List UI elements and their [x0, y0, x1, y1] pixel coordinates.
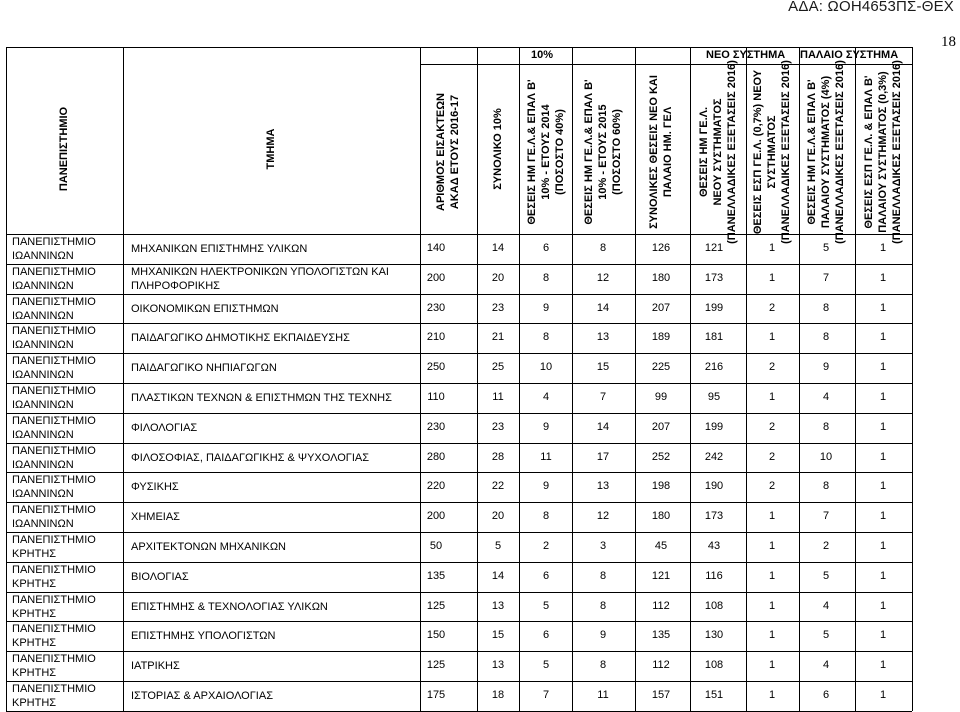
value-cell: 9	[542, 301, 550, 314]
value-cell: 1	[768, 599, 776, 612]
department-line: ΜΗΧΑΝΙΚΩΝ ΗΛΕΚΤΡΟΝΙΚΩΝ ΥΠΟΛΟΓΙΣΤΩΝ ΚΑΙ	[131, 265, 389, 278]
university-cell	[12, 593, 96, 621]
value-cell: 180	[651, 271, 671, 284]
value-cell: 14	[491, 569, 505, 582]
value-cell: 135	[426, 569, 446, 582]
value-cell: 2	[768, 450, 776, 463]
value-cell: 8	[599, 659, 607, 672]
university-line: ΙΩΑΝΝΙΝΩΝ	[12, 250, 74, 262]
value-cell: 1	[768, 689, 776, 701]
column-header-epal-2015	[582, 79, 624, 224]
value-cell: 21	[491, 331, 505, 344]
department-cell	[131, 659, 180, 673]
value-cell: 207	[651, 301, 671, 314]
university-line: ΠΑΝΕΠΙΣΤΗΜΙΟ	[12, 325, 96, 338]
university-line: ΠΑΝΕΠΙΣΤΗΜΙΟ	[12, 444, 96, 457]
value-cell: 280	[426, 450, 446, 463]
value-cell: 1	[879, 510, 887, 523]
value-cell: 1	[768, 629, 776, 642]
value-cell: 116	[705, 569, 723, 582]
page-number: 18	[941, 34, 956, 50]
column-header-department	[264, 129, 278, 170]
university-line: ΚΡΗΤΗΣ	[12, 637, 57, 650]
value-cell: 1	[768, 331, 776, 344]
value-cell: 50	[429, 540, 443, 552]
university-line: ΙΩΑΝΝΙΝΩΝ	[12, 458, 74, 471]
value-cell: 1	[768, 569, 776, 582]
value-cell: 2	[768, 420, 776, 433]
value-cell: 9	[599, 629, 607, 642]
university-line: ΠΑΝΕΠΙΣΤΗΜΙΟ	[12, 265, 96, 278]
department-line: ΠΛΑΣΤΙΚΩΝ ΤΕΧΝΩΝ & ΕΠΙΣΤΗΜΩΝ ΤΗΣ ΤΕΧΝΗΣ	[131, 392, 392, 404]
university-cell	[12, 503, 96, 531]
department-cell	[131, 540, 286, 554]
department-cell	[131, 331, 350, 345]
value-cell: 95	[707, 391, 721, 403]
value-cell: 9	[542, 420, 550, 433]
column-header-university-line: ΠΑΝΕΠΙΣΤΗΜΙΟ	[58, 106, 70, 192]
value-cell: 250	[426, 361, 446, 374]
value-cell: 6	[822, 689, 830, 701]
value-cell: 1	[768, 271, 776, 284]
value-cell: 10	[819, 450, 833, 463]
university-cell	[12, 473, 96, 501]
value-cell: 126	[651, 242, 671, 254]
value-cell: 2	[768, 361, 776, 374]
value-cell: 242	[704, 450, 724, 463]
value-cell: 8	[542, 331, 550, 344]
university-line: ΠΑΝΕΠΙΣΤΗΜΙΟ	[12, 653, 96, 666]
department-line: ΟΙΚΟΝΟΜΙΚΩΝ ΕΠΙΣΤΗΜΩΝ	[131, 302, 279, 315]
value-cell: 1	[879, 569, 887, 582]
value-cell: 8	[822, 420, 830, 433]
value-cell: 2	[542, 540, 550, 552]
value-cell: 9	[822, 361, 830, 374]
value-cell: 13	[491, 599, 505, 612]
department-cell	[131, 480, 179, 494]
value-cell: 173	[704, 510, 724, 523]
university-cell	[12, 354, 96, 382]
value-cell: 22	[491, 480, 505, 493]
university-line: ΠΑΝΕΠΙΣΤΗΜΙΟ	[12, 534, 96, 546]
value-cell: 150	[426, 629, 446, 642]
value-cell: 125	[426, 659, 446, 672]
department-line: ΠΛΗΡΟΦΟΡΙΚΗΣ	[131, 279, 220, 292]
value-cell: 5	[822, 242, 830, 254]
column-header-old-day-line: (ΠΑΝΕΛΛΑΔΙΚΕΣ ΕΞΕΤΑΣΕΙΣ 2016)	[834, 60, 846, 244]
column-header-total-10pct-line: ΣΥΝΟΛΙΚΟ 10%	[492, 108, 504, 190]
value-cell: 7	[542, 689, 550, 701]
value-cell: 13	[491, 659, 505, 672]
column-header-new-evening-line: ΘΕΣΕΙΣ ΕΣΠ ΓΕ.Λ. (0,7%) ΝΕΟΥ	[752, 69, 764, 235]
column-header-new-evening-line: ΣΥΣΤΗΜΑΤΟΣ	[766, 115, 778, 189]
value-cell: 2	[822, 540, 830, 552]
value-cell: 121	[704, 242, 724, 254]
value-cell: 4	[822, 599, 830, 612]
column-header-new-day-line: (ΠΑΝΕΛΛΑΔΙΚΕΣ ΕΞΕΤΑΣΕΙΣ 2016)	[726, 60, 738, 244]
university-cell	[12, 235, 96, 263]
university-cell	[12, 324, 96, 352]
column-header-old-evening	[862, 60, 904, 244]
value-cell: 8	[822, 301, 830, 314]
value-cell: 8	[822, 331, 830, 344]
department-line: ΧΗΜΕΙΑΣ	[131, 511, 180, 524]
value-cell: 200	[426, 510, 446, 523]
column-header-epal-2014-line: ΘΕΣΕΙΣ ΗΜ ΓΕ.Λ.& ΕΠΑΛ Β'	[526, 79, 538, 225]
column-header-epal-2014-line: 10% - ΕΤΟΥΣ 2014	[540, 104, 552, 200]
group-header-new-system: ΝΕΟ ΣΥΣΤΗΜΑ	[706, 49, 786, 61]
value-cell: 15	[491, 629, 505, 642]
value-cell: 11	[597, 689, 609, 701]
department-cell	[131, 451, 369, 465]
value-cell: 20	[491, 510, 505, 523]
value-cell: 5	[542, 599, 550, 612]
value-cell: 189	[651, 331, 671, 344]
value-cell: 1	[879, 420, 887, 433]
university-line: ΙΩΑΝΝΙΝΩΝ	[12, 309, 74, 322]
group-header-old-system: ΠΑΛΑΙΟ ΣΥΣΤΗΜΑ	[800, 49, 899, 61]
value-cell: 1	[768, 659, 776, 672]
department-cell	[131, 600, 328, 614]
university-cell	[12, 652, 96, 680]
university-line: ΙΩΑΝΝΙΝΩΝ	[12, 428, 74, 441]
value-cell: 43	[707, 540, 721, 552]
value-cell: 5	[822, 569, 830, 582]
value-cell: 180	[651, 510, 671, 523]
value-cell: 11	[492, 391, 504, 403]
value-cell: 1	[768, 540, 776, 552]
ada-code: ΑΔΑ: ΩΟΗ4653ΠΣ-ΘΕΧ	[788, 0, 954, 15]
value-cell: 45	[654, 540, 668, 552]
value-cell: 1	[879, 689, 887, 701]
value-cell: 6	[542, 629, 550, 642]
value-cell: 130	[704, 629, 724, 642]
value-cell: 11	[540, 450, 552, 463]
column-header-department-line: ΤΜΗΜΑ	[265, 128, 277, 170]
value-cell: 135	[651, 629, 671, 642]
column-header-epal-2014-line: (ΠΟΣΟΣΤΟ 40%)	[554, 109, 566, 195]
university-cell	[12, 533, 96, 561]
group-header-10pct: 10%	[531, 49, 554, 61]
value-cell: 181	[704, 331, 724, 344]
value-cell: 8	[599, 569, 607, 582]
value-cell: 20	[491, 271, 505, 284]
university-cell	[12, 295, 96, 323]
value-cell: 8	[599, 599, 607, 612]
department-cell	[131, 510, 180, 524]
university-line: ΚΡΗΤΗΣ	[12, 548, 57, 560]
value-cell: 121	[651, 569, 671, 582]
value-cell: 1	[879, 391, 887, 403]
value-cell: 23	[491, 301, 505, 314]
column-header-total-10pct	[491, 108, 505, 190]
value-cell: 1	[879, 361, 887, 374]
university-line: ΠΑΝΕΠΙΣΤΗΜΙΟ	[12, 474, 96, 487]
value-cell: 230	[426, 420, 446, 433]
value-cell: 17	[596, 450, 610, 463]
value-cell: 13	[596, 480, 610, 493]
value-cell: 198	[651, 480, 671, 493]
university-cell	[12, 682, 96, 710]
university-line: ΚΡΗΤΗΣ	[12, 697, 57, 709]
column-header-new-day-line: ΝΕΟΥ ΣΥΣΤΗΜΑΤΟΣ	[712, 98, 724, 206]
department-line: ΕΠΙΣΤΗΜΗΣ & ΤΕΧΝΟΛΟΓΙΑΣ ΥΛΙΚΩΝ	[131, 600, 328, 613]
value-cell: 140	[426, 242, 446, 254]
value-cell: 112	[652, 599, 670, 612]
department-line: ΠΑΙΔΑΓΩΓΙΚΟ ΔΗΜΟΤΙΚΗΣ ΕΚΠΑΙΔΕΥΣΗΣ	[131, 332, 350, 345]
value-cell: 1	[879, 331, 887, 344]
department-line: ΕΠΙΣΤΗΜΗΣ ΥΠΟΛΟΓΙΣΤΩΝ	[131, 630, 276, 643]
value-cell: 8	[542, 510, 550, 523]
column-header-total-positions	[647, 75, 675, 229]
column-header-admissions-line: ΑΚΑΔ ΕΤΟΥΣ 2016-17	[449, 94, 461, 210]
value-cell: 3	[599, 540, 607, 552]
value-cell: 25	[491, 361, 505, 374]
value-cell: 173	[704, 271, 724, 284]
column-header-old-day	[805, 60, 847, 244]
value-cell: 12	[596, 510, 610, 523]
value-cell: 99	[654, 391, 668, 403]
department-cell	[131, 421, 197, 435]
column-header-epal-2015-line: 10% - ΕΤΟΥΣ 2015	[597, 104, 609, 200]
value-cell: 8	[542, 271, 550, 284]
admissions-table	[6, 47, 912, 711]
department-cell	[131, 391, 392, 405]
column-header-epal-2015-line: (ΠΟΣΟΣΤΟ 60%)	[611, 109, 623, 195]
column-header-old-day-line: ΘΕΣΕΙΣ ΗΜ ΓΕ.Λ.& ΕΠΑΛ Β'	[806, 79, 818, 225]
department-line: ΙΣΤΟΡΙΑΣ & ΑΡΧΑΙΟΛΟΓΙΑΣ	[131, 690, 273, 702]
value-cell: 199	[704, 301, 724, 314]
value-cell: 1	[879, 480, 887, 493]
value-cell: 157	[651, 689, 671, 701]
value-cell: 5	[542, 659, 550, 672]
value-cell: 125	[426, 599, 446, 612]
value-cell: 5	[822, 629, 830, 642]
value-cell: 8	[599, 242, 607, 254]
value-cell: 23	[491, 420, 505, 433]
value-cell: 252	[651, 450, 671, 463]
department-line: ΦΙΛΟΛΟΓΙΑΣ	[131, 421, 198, 434]
value-cell: 1	[879, 450, 887, 463]
value-cell: 6	[542, 242, 550, 254]
value-cell: 112	[652, 659, 670, 672]
university-line: ΠΑΝΕΠΙΣΤΗΜΙΟ	[12, 593, 96, 606]
column-header-admissions	[434, 93, 462, 211]
department-cell	[131, 570, 189, 584]
value-cell: 12	[596, 271, 610, 284]
university-line: ΙΩΑΝΝΙΝΩΝ	[12, 399, 74, 411]
university-line: ΙΩΑΝΝΙΝΩΝ	[12, 279, 74, 292]
university-cell	[12, 414, 96, 442]
value-cell: 5	[494, 540, 502, 552]
department-line: ΦΥΣΙΚΗΣ	[131, 481, 179, 494]
value-cell: 8	[822, 480, 830, 493]
column-header-new-evening-line: (ΠΑΝΕΛΛΑΔΙΚΕΣ ΕΞΕΤΑΣΕΙΣ 2016)	[780, 60, 792, 244]
department-line: ΒΙΟΛΟΓΙΑΣ	[131, 570, 189, 583]
university-cell	[12, 563, 96, 591]
value-cell: 18	[491, 689, 505, 701]
department-line: ΜΗΧΑΝΙΚΩΝ ΕΠΙΣΤΗΜΗΣ ΥΛΙΚΩΝ	[131, 243, 308, 255]
department-cell	[131, 242, 307, 256]
value-cell: 1	[768, 391, 776, 403]
value-cell: 1	[879, 629, 887, 642]
department-cell	[131, 689, 273, 703]
value-cell: 1	[768, 510, 776, 523]
university-line: ΙΩΑΝΝΙΝΩΝ	[12, 339, 74, 352]
column-header-old-evening-line: ΘΕΣΕΙΣ ΕΣΠ ΓΕ.Λ. & ΕΠΑΛ Β'	[863, 75, 875, 229]
value-cell: 108	[704, 599, 724, 612]
value-cell: 1	[879, 242, 887, 254]
value-cell: 230	[426, 301, 446, 314]
column-header-epal-2014	[525, 79, 567, 224]
column-header-total-positions-line: ΠΑΛΑΙΟ ΗΜ. ΓΕΛ	[662, 106, 674, 198]
column-header-old-evening-line: ΠΑΛΑΙΟΥ ΣΥΣΤΗΜΑΤΟΣ (0,3%)	[877, 71, 889, 233]
university-line: ΙΩΑΝΝΙΝΩΝ	[12, 488, 74, 501]
value-cell: 108	[704, 659, 724, 672]
column-header-new-day	[697, 60, 739, 244]
university-cell	[12, 265, 96, 293]
department-line: ΑΡΧΙΤΕΚΤΟΝΩΝ ΜΗΧΑΝΙΚΩΝ	[131, 541, 286, 553]
department-cell	[131, 629, 275, 643]
value-cell: 6	[542, 569, 550, 582]
value-cell: 4	[542, 391, 550, 403]
value-cell: 199	[704, 420, 724, 433]
value-cell: 210	[426, 331, 446, 344]
department-line: ΙΑΤΡΙΚΗΣ	[131, 660, 180, 673]
university-line: ΙΩΑΝΝΙΝΩΝ	[12, 518, 74, 531]
value-cell: 2	[768, 301, 776, 314]
department-cell	[131, 302, 279, 316]
department-cell	[131, 361, 277, 375]
value-cell: 15	[596, 361, 610, 374]
value-cell: 175	[426, 689, 446, 701]
university-line: ΠΑΝΕΠΙΣΤΗΜΙΟ	[12, 623, 96, 636]
value-cell: 1	[879, 659, 887, 672]
value-cell: 4	[822, 659, 830, 672]
value-cell: 200	[426, 271, 446, 284]
university-line: ΠΑΝΕΠΙΣΤΗΜΙΟ	[12, 563, 96, 576]
university-cell	[12, 444, 96, 472]
value-cell: 28	[491, 450, 505, 463]
value-cell: 110	[427, 391, 445, 403]
university-cell	[12, 384, 96, 412]
value-cell: 225	[651, 361, 671, 374]
department-cell	[131, 265, 389, 293]
university-line: ΠΑΝΕΠΙΣΤΗΜΙΟ	[12, 355, 96, 368]
value-cell: 1	[879, 271, 887, 284]
university-line: ΠΑΝΕΠΙΣΤΗΜΙΟ	[12, 295, 96, 308]
university-line: ΠΑΝΕΠΙΣΤΗΜΙΟ	[12, 385, 96, 397]
value-cell: 2	[768, 480, 776, 493]
university-line: ΠΑΝΕΠΙΣΤΗΜΙΟ	[12, 236, 96, 248]
value-cell: 1	[879, 540, 887, 552]
value-cell: 13	[596, 331, 610, 344]
department-line: ΦΙΛΟΣΟΦΙΑΣ, ΠΑΙΔΑΓΩΓΙΚΗΣ & ΨΥΧΟΛΟΓΙΑΣ	[131, 451, 370, 464]
university-line: ΠΑΝΕΠΙΣΤΗΜΙΟ	[12, 504, 96, 517]
column-header-total-positions-line: ΣΥΝΟΛΙΚΕΣ ΘΕΣΕΙΣ ΝΕΟ ΚΑΙ	[648, 75, 660, 229]
university-line: ΚΡΗΤΗΣ	[12, 607, 57, 620]
column-header-new-evening	[751, 60, 793, 244]
university-line: ΙΩΑΝΝΙΝΩΝ	[12, 369, 74, 382]
column-header-new-day-line: ΘΕΣΕΙΣ ΗΜ ΓΕ.Λ.	[698, 106, 710, 198]
value-cell: 7	[822, 510, 830, 523]
value-cell: 10	[539, 361, 553, 374]
department-line: ΠΑΙΔΑΓΩΓΙΚΟ ΝΗΠΙΑΓΩΓΩΝ	[131, 362, 277, 375]
value-cell: 1	[879, 301, 887, 314]
university-line: ΠΑΝΕΠΙΣΤΗΜΙΟ	[12, 683, 96, 695]
value-cell: 14	[491, 242, 505, 254]
value-cell: 216	[704, 361, 724, 374]
value-cell: 220	[426, 480, 446, 493]
value-cell: 7	[822, 271, 830, 284]
column-header-epal-2015-line: ΘΕΣΕΙΣ ΗΜ ΓΕ.Λ.& ΕΠΑΛ Β'	[583, 79, 595, 225]
value-cell: 14	[596, 420, 610, 433]
value-cell: 1	[768, 242, 776, 254]
column-header-old-evening-line: (ΠΑΝΕΛΛΑΔΙΚΕΣ ΕΞΕΤΑΣΕΙΣ 2016)	[891, 60, 903, 244]
value-cell: 1	[879, 599, 887, 612]
column-header-university	[57, 107, 71, 191]
university-line: ΚΡΗΤΗΣ	[12, 577, 57, 590]
value-cell: 207	[651, 420, 671, 433]
value-cell: 9	[542, 480, 550, 493]
value-cell: 190	[704, 480, 724, 493]
column-header-old-day-line: ΠΑΛΑΙΟΥ ΣΥΣΤΗΜΑΤΟΣ (4%)	[820, 75, 832, 229]
university-cell	[12, 622, 96, 650]
university-line: ΠΑΝΕΠΙΣΤΗΜΙΟ	[12, 414, 96, 427]
university-line: ΚΡΗΤΗΣ	[12, 667, 57, 680]
value-cell: 151	[704, 689, 724, 701]
value-cell: 7	[599, 391, 607, 403]
value-cell: 4	[822, 391, 830, 403]
column-header-admissions-line: ΑΡΙΘΜΟΣ ΕΙΣΑΚΤΕΩΝ	[435, 93, 447, 211]
value-cell: 14	[596, 301, 610, 314]
